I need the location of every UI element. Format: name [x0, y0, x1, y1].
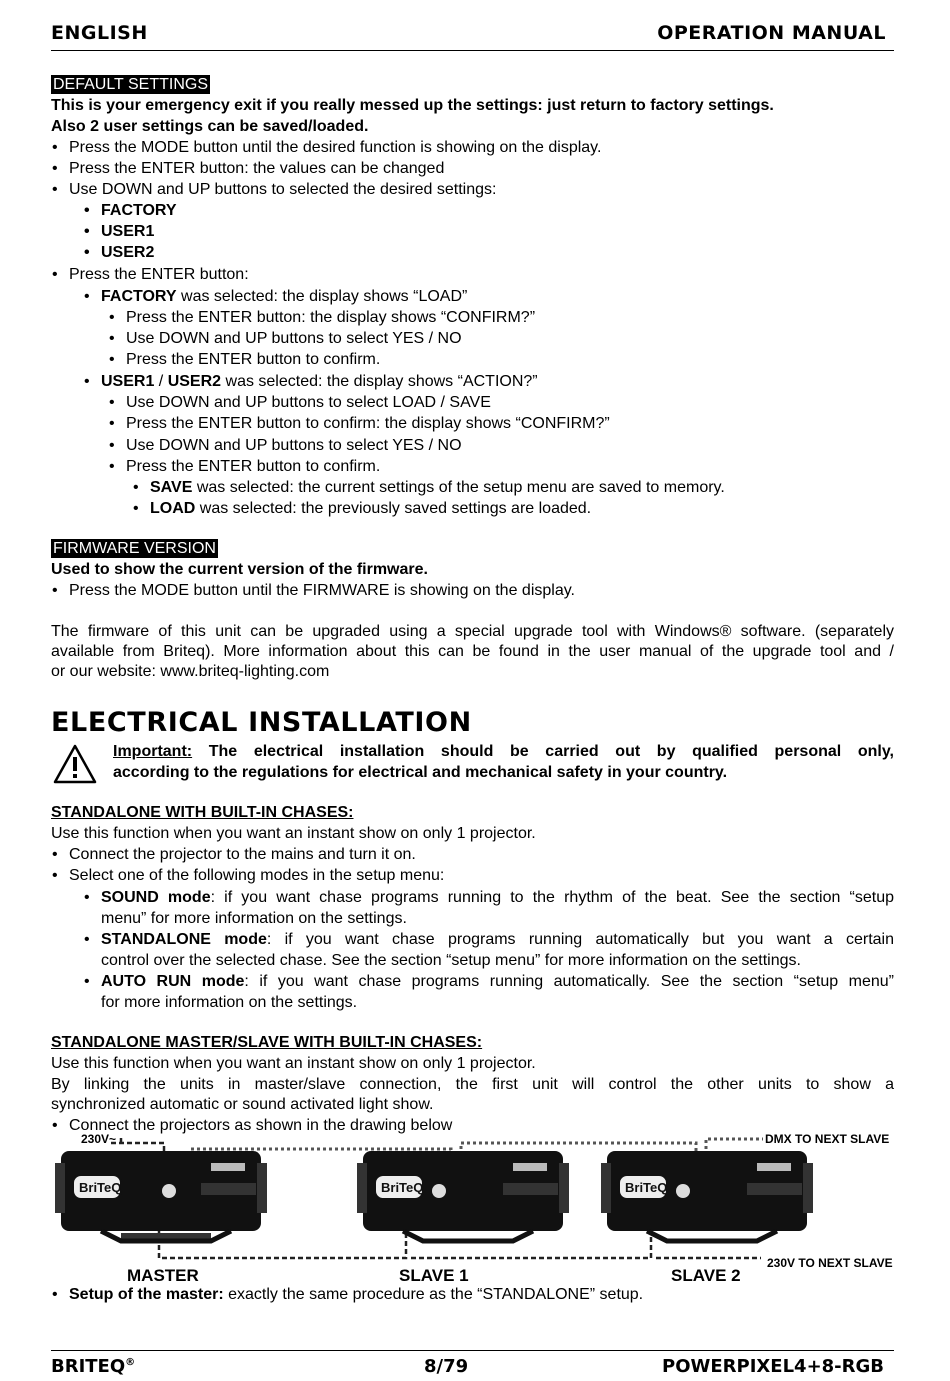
label-230v: 230V~	[81, 1132, 117, 1146]
list-item: • LOAD was selected: the previously saved settings are loaded.	[150, 499, 591, 519]
important-note-line-2: according to the regulations for electrical and mechanical safety in your country.	[113, 764, 728, 781]
list-item: • Press the ENTER button to confirm.	[126, 350, 380, 370]
fixture-master	[55, 1151, 267, 1241]
fixture-slave-1	[357, 1151, 569, 1241]
paragraph-line: available from Briteq). More information about this can be found in the user manual of the upgrade tool and /	[51, 643, 894, 660]
paragraph-line: By linking the units in master/slave connection, the first unit will control the other units to show a	[51, 1076, 894, 1093]
list-item: • Connect the projector to the mains and turn it on.	[69, 845, 416, 865]
list-item: • Press the MODE button until the FIRMWARE is showing on the display.	[69, 581, 575, 601]
list-item: • Press the ENTER button to confirm: the display shows “CONFIRM?”	[126, 414, 610, 434]
default-settings-intro-2: Also 2 user settings can be saved/loaded.	[51, 118, 369, 135]
list-item-continuation: control over the selected chase. See the section “setup menu” for more information on the settings.	[101, 952, 801, 969]
label-dmx-next: DMX TO NEXT SLAVE	[765, 1132, 890, 1146]
header-language: ENGLISH	[51, 22, 148, 44]
label-slave-1: SLAVE 1	[399, 1266, 469, 1285]
list-item: • Use DOWN and UP buttons to select YES / NO	[126, 329, 462, 349]
section-heading: ELECTRICAL INSTALLATION	[51, 707, 472, 738]
list-item: • Select one of the following modes in the setup menu:	[69, 866, 444, 886]
list-item: • Setup of the master: exactly the same procedure as the “STANDALONE” setup.	[69, 1285, 643, 1305]
list-item: • FACTORY was selected: the display shows “LOAD”	[101, 287, 467, 307]
page-footer	[51, 1350, 894, 1381]
svg-text:BriTeQ: BriTeQ	[79, 1180, 122, 1195]
list-item: • FACTORY	[101, 201, 177, 221]
list-item: • STANDALONE mode: if you want chase programs running automatically but you want a certain	[101, 930, 894, 950]
list-item: • USER2	[101, 243, 154, 263]
svg-text:BriTeQ: BriTeQ	[625, 1180, 668, 1195]
list-item: • Press the ENTER button:	[69, 265, 249, 285]
paragraph-line: Use this function when you want an instant show on only 1 projector.	[51, 1055, 536, 1072]
section-title-firmware: FIRMWARE VERSION	[53, 540, 216, 557]
warning-icon	[53, 744, 97, 789]
firmware-intro: Used to show the current version of the firmware.	[51, 561, 428, 578]
list-item: • SAVE was selected: the current settings of the setup menu are saved to memory.	[150, 478, 725, 498]
label-slave-2: SLAVE 2	[671, 1266, 741, 1285]
label-230v-next: 230V TO NEXT SLAVE	[767, 1256, 893, 1270]
header-title: OPERATION MANUAL	[657, 22, 886, 44]
list-item: • AUTO RUN mode: if you want chase programs running automatically. See the section “setup menu”	[101, 972, 894, 992]
list-item: • USER1	[101, 222, 154, 242]
list-item-continuation: menu” for more information on the settings.	[101, 910, 407, 927]
list-item: • Press the MODE button until the desired function is showing on the display.	[69, 138, 601, 158]
page-header	[51, 20, 894, 51]
footer-model: POWERPIXEL4+8-RGB	[662, 1356, 884, 1377]
paragraph-line: or our website: www.briteq-lighting.com	[51, 663, 330, 680]
list-item: • Press the ENTER button: the values can be changed	[69, 159, 444, 179]
svg-text:BriTeQ: BriTeQ	[381, 1180, 424, 1195]
list-item: • Use DOWN and UP buttons to select YES / NO	[126, 436, 462, 456]
connection-diagram	[51, 1133, 894, 1290]
list-item: • SOUND mode: if you want chase programs running to the rhythm of the beat. See the section “setup	[101, 888, 894, 908]
important-note-line-1: Important: The electrical installation should be carried out by qualified personal only,	[113, 743, 894, 760]
footer-brand: BRITEQ®	[51, 1356, 136, 1377]
fixture-slave-2	[601, 1151, 813, 1241]
paragraph-line: Use this function when you want an instant show on only 1 projector.	[51, 825, 536, 842]
list-item: • Press the ENTER button: the display shows “CONFIRM?”	[126, 308, 535, 328]
paragraph-line: The firmware of this unit can be upgraded using a special upgrade tool with Windows® software. (separately	[51, 623, 894, 640]
list-item: • Use DOWN and UP buttons to selected the desired settings:	[69, 180, 496, 200]
list-item: • Connect the projectors as shown in the drawing below	[69, 1116, 452, 1136]
list-item: • Use DOWN and UP buttons to select LOAD / SAVE	[126, 393, 491, 413]
paragraph-line: synchronized automatic or sound activated light show.	[51, 1096, 434, 1113]
list-item: • Press the ENTER button to confirm.	[126, 457, 380, 477]
list-item: • USER1 / USER2 was selected: the display shows “ACTION?”	[101, 372, 538, 392]
default-settings-intro-1: This is your emergency exit if you really messed up the settings: just return to factory settings.	[51, 97, 774, 114]
subsection-master-slave: STANDALONE MASTER/SLAVE WITH BUILT-IN CHASES:	[51, 1034, 483, 1051]
label-master: MASTER	[127, 1266, 199, 1285]
footer-page-number: 8/79	[424, 1356, 469, 1377]
list-item-continuation: for more information on the settings.	[101, 994, 358, 1011]
section-title-default-settings: DEFAULT SETTINGS	[53, 76, 208, 93]
subsection-standalone: STANDALONE WITH BUILT-IN CHASES:	[51, 804, 354, 821]
